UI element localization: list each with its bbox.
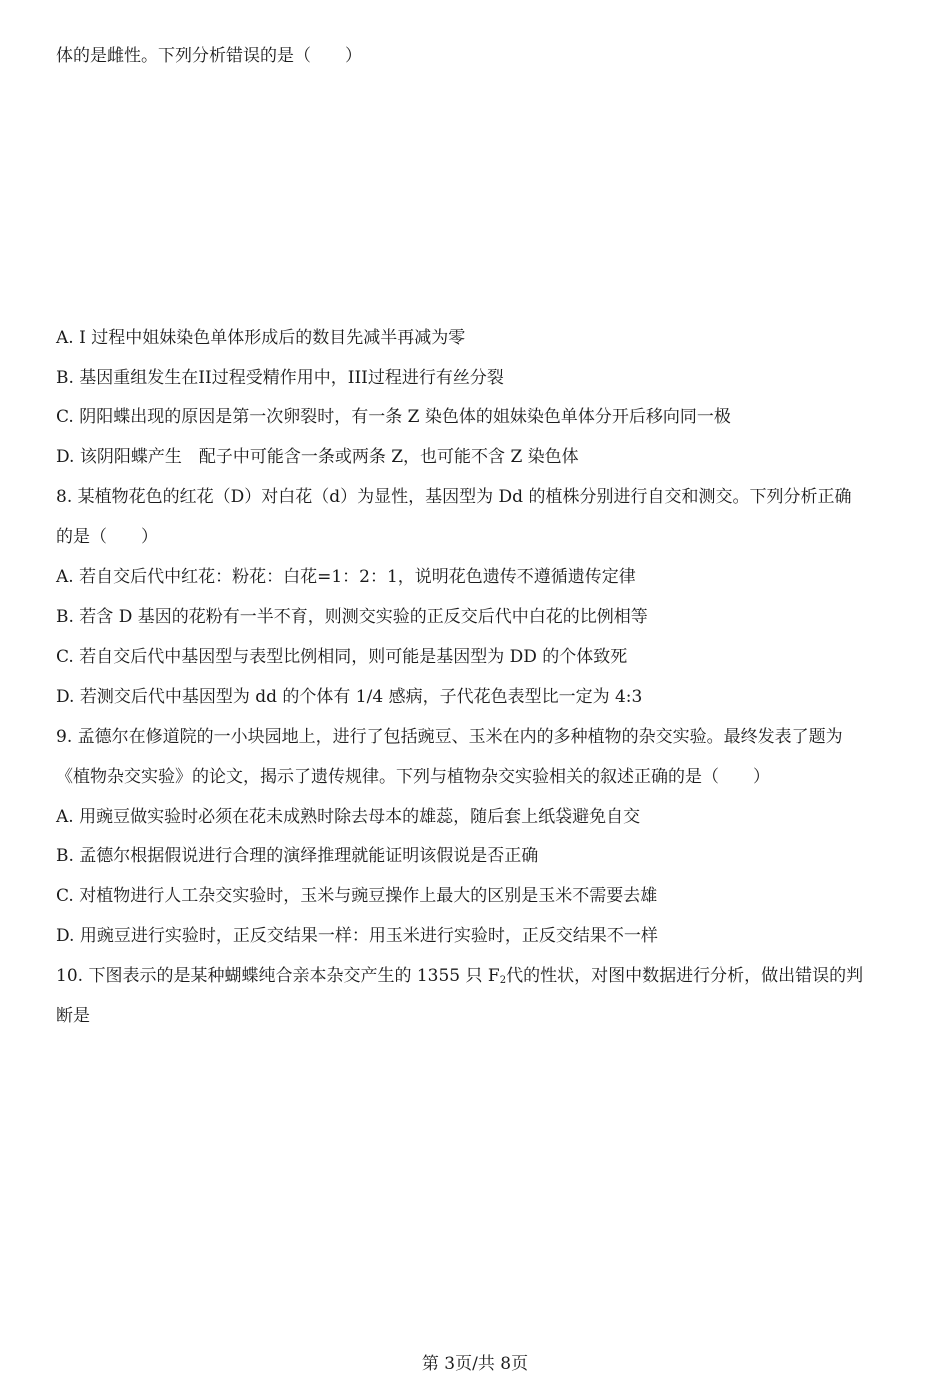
subscript-2: 2 bbox=[499, 975, 507, 986]
option-a: A. 用豌豆做实验时必须在花未成熟时除去母本的雄蕊，随后套上纸袋避免自交 bbox=[56, 807, 641, 827]
option-d: D. 用豌豆进行实验时，正反交结果一样：用玉米进行实验时，正反交结果不一样 bbox=[56, 926, 658, 946]
question-stem-continuation: 体的是雌性。下列分析错误的是（ ） bbox=[56, 46, 362, 66]
question-10-stem-text: 10. 下图表示的是某种蝴蝶纯合亲本杂交产生的 1355 只 F bbox=[56, 966, 500, 986]
option-d: D. 该阴阳蝶产生 配子中可能含一条或两条 Z，也可能不含 Z 染色体 bbox=[56, 447, 579, 467]
question-9-stem: 9. 孟德尔在修道院的一小块园地上，进行了包括豌豆、玉米在内的多种植物的杂交实验。最终发表了题为 bbox=[56, 727, 843, 747]
question-8-stem: 8. 某植物花色的红花（D）对白花（d）为显性，基因型为 Dd 的植株分别进行自交和测交。下列分析正确 bbox=[56, 487, 852, 507]
page-number: 第 3页/共 8页 bbox=[421, 1354, 529, 1374]
question-10-stem bbox=[56, 964, 863, 988]
option-c: C. 若自交后代中基因型与表型比例相同，则可能是基因型为 DD 的个体致死 bbox=[56, 647, 628, 667]
option-c: C. 对植物进行人工杂交实验时，玉米与豌豆操作上最大的区别是玉米不需要去雄 bbox=[56, 886, 658, 906]
option-a: A. I 过程中姐妹染色单体形成后的数目先减半再减为零 bbox=[56, 328, 466, 348]
question-9-stem-cont: 《植物杂交实验》的论文，揭示了遗传规律。下列与植物杂交实验相关的叙述正确的是（ ） bbox=[56, 767, 770, 787]
option-c: C. 阴阳蝶出现的原因是第一次卵裂时，有一条 Z 染色体的姐妹染色单体分开后移向同一极 bbox=[56, 407, 731, 427]
option-b: B. 若含 D 基因的花粉有一半不育，则测交实验的正反交后代中白花的比例相等 bbox=[56, 607, 648, 627]
option-d: D. 若测交后代中基因型为 dd 的个体有 1/4 感病，子代花色表型比一定为 4:3 bbox=[56, 687, 643, 707]
option-b: B. 基因重组发生在II过程受精作用中，III过程进行有丝分裂 bbox=[56, 368, 504, 388]
option-b: B. 孟德尔根据假说进行合理的演绎推理就能证明该假说是否正确 bbox=[56, 846, 539, 866]
question-8-stem-cont: 的是（ ） bbox=[56, 527, 158, 547]
question-10-stem-cont: 断是 bbox=[56, 1006, 90, 1026]
option-a: A. 若自交后代中红花：粉花：白花=1：2：1，说明花色遗传不遵循遗传定律 bbox=[56, 567, 636, 587]
question-10-stem-text-cont: 代的性状，对图中数据进行分析，做出错误的判 bbox=[506, 966, 864, 986]
